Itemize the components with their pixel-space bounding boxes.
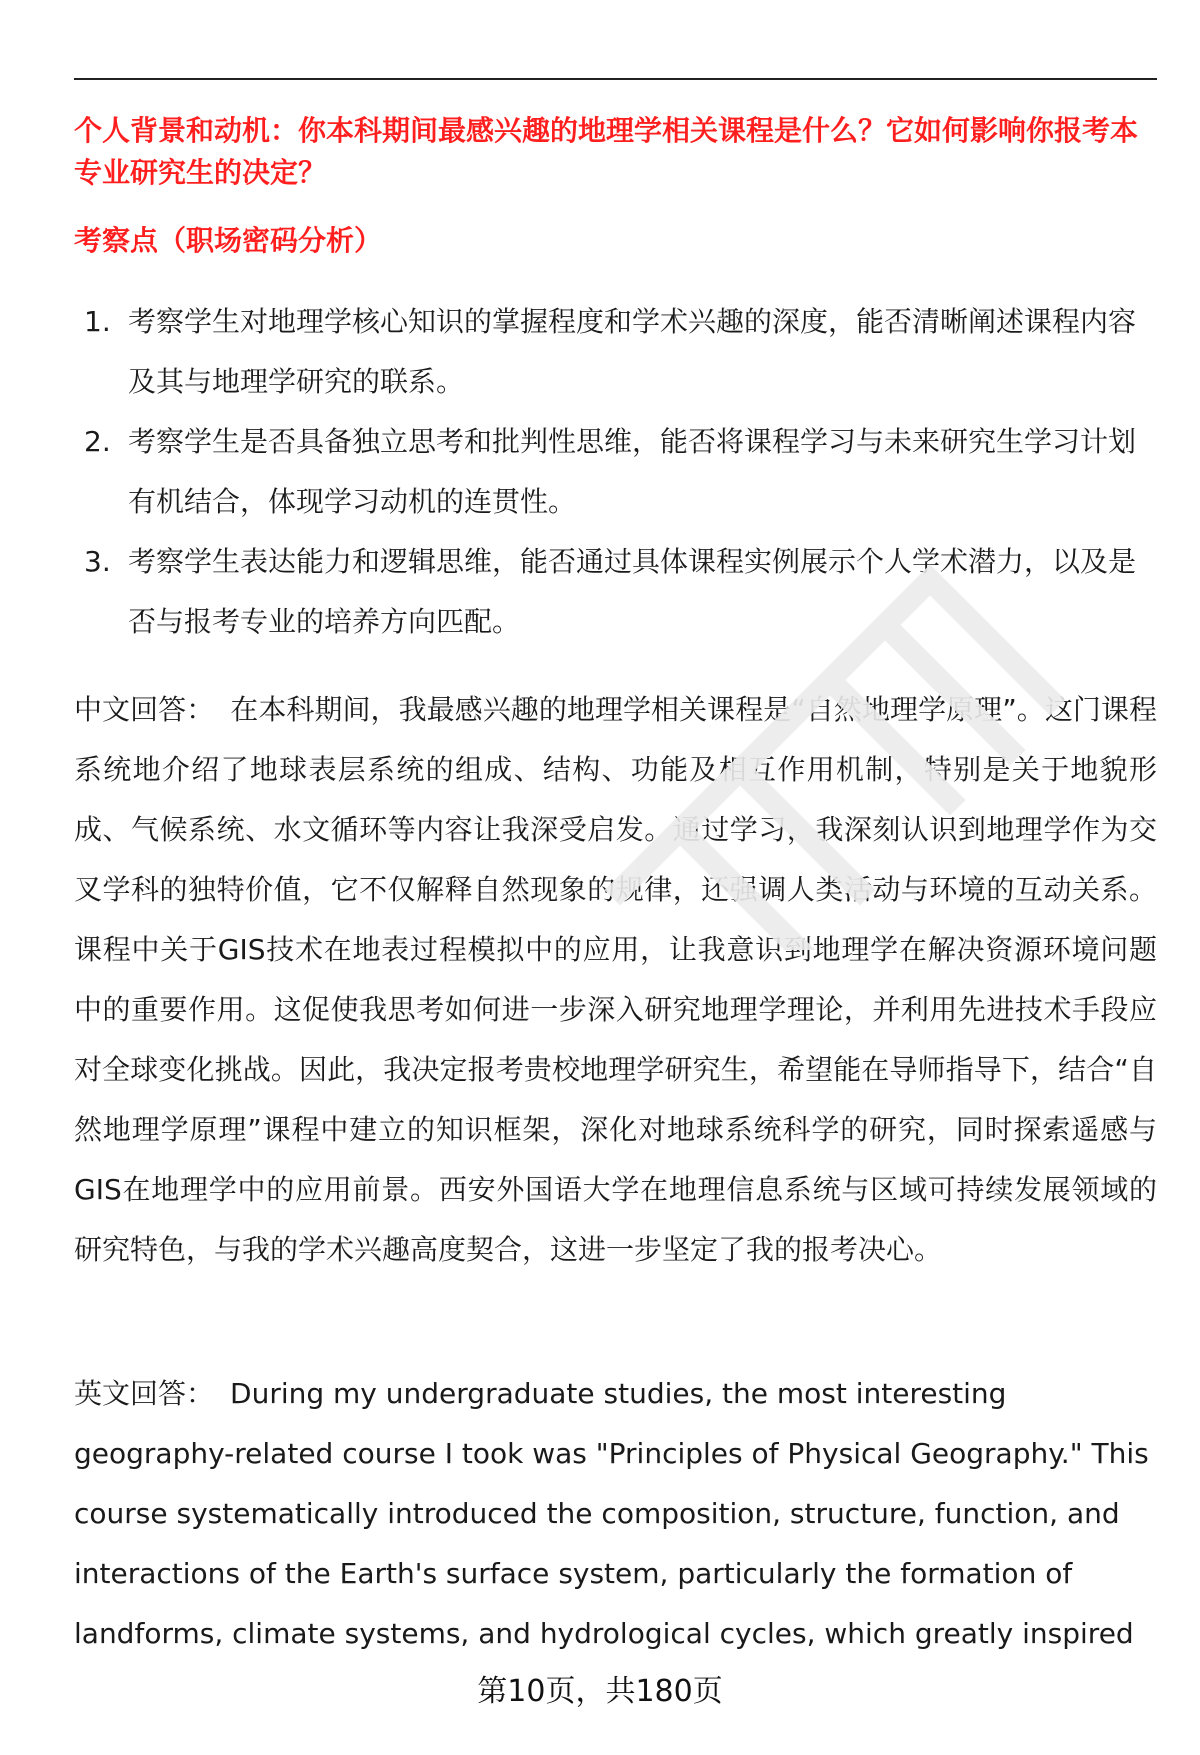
page-number: 第10页，共180页: [477, 1674, 723, 1709]
list-item-text: 考察学生对地理学核心知识的掌握程度和学术兴趣的深度，能否清晰阐述课程内容及其与地理学研究的联系。: [128, 305, 1137, 398]
list-item-text: 考察学生是否具备独立思考和批判性思维，能否将课程学习与未来研究生学习计划有机结合，体现学习动机的连贯性。: [128, 425, 1137, 518]
top-divider: [74, 78, 1157, 80]
section-heading: 考察点（职场密码分析）: [74, 224, 383, 257]
assessment-points-list: [74, 292, 1157, 652]
list-number: 1.: [84, 305, 111, 338]
list-item: [74, 532, 1157, 652]
english-answer-text: During my undergraduate studies, the most interesting geography-related course I took was "Principles of Physical Geography." This course systematically introduced the composition, structure, function, and interactions of the Earth's surface system, particularly the formation of landforms, climate systems, and hydrological cycles, which greatly inspired: [74, 1377, 1149, 1650]
list-item: [74, 292, 1157, 412]
list-item-text: 考察学生表达能力和逻辑思维，能否通过具体课程实例展示个人学术潜力，以及是否与报考专业的培养方向匹配。: [128, 545, 1137, 638]
list-number: 2.: [84, 425, 111, 458]
english-answer: [74, 1364, 1157, 1664]
chinese-answer: [74, 680, 1157, 1280]
list-item: [74, 412, 1157, 532]
question-heading: 个人背景和动机：你本科期间最感兴趣的地理学相关课程是什么？它如何影响你报考本专业研究生的决定？: [74, 114, 1139, 189]
list-number: 3.: [84, 545, 111, 578]
english-answer-label: 英文回答：: [74, 1377, 215, 1410]
chinese-answer-label: 中文回答：: [74, 693, 215, 726]
chinese-answer-text: 在本科期间，我最感兴趣的地理学相关课程是“自然地理学原理”。这门课程系统地介绍了地球表层系统的组成、结构、功能及相互作用机制，特别是关于地貌形成、气候系统、水文循环等内容让我深受启发。通过学习，我深刻认识到地理学作为交叉学科的独特价值，它不仅解释自然现象的规律，还强调人类活动与环境的互动关系。课程中关于GIS技术在地表过程模拟中的应用，让我意识到地理学在解决资源环境问题中的重要作用。这促使我思考如何进一步深入研究地理学理论，并利用先进技术手段应对全球变化挑战。因此，我决定报考贵校地理学研究生，希望能在导师指导下，结合“自然地理学原理”课程中建立的知识框架，深化对地球系统科学的研究，同时探索遥感与GIS在地理学中的应用前景。西安外国语大学在地理信息系统与区域可持续发展领域的研究特色，与我的学术兴趣高度契合，这进一步坚定了我的报考决心。: [74, 693, 1157, 1266]
